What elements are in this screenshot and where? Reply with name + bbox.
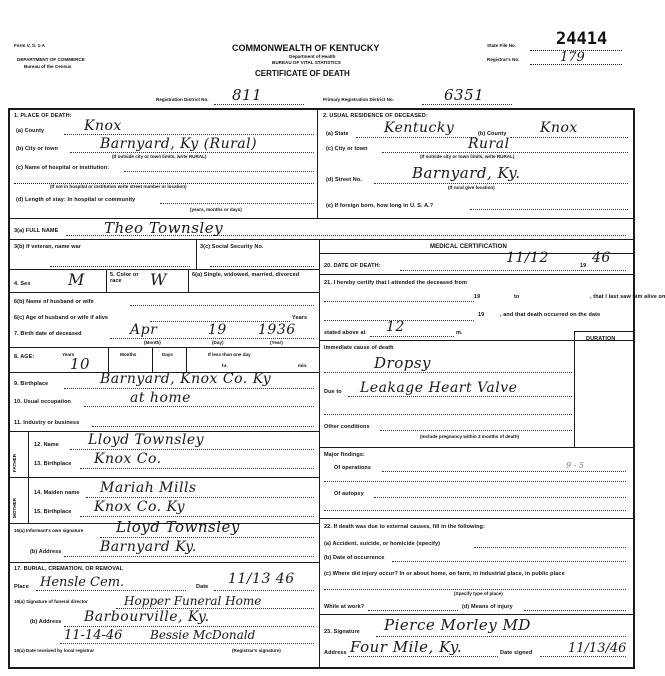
mother-birthplace: Knox Co. Ky	[94, 499, 186, 515]
informant-label: 16(a) Informant's own signature	[14, 528, 84, 533]
due-to-cause: Leakage Heart Valve	[360, 380, 518, 396]
occupation-label: 10. Usual occupation	[14, 399, 72, 405]
burial-heading: 17. BURIAL, CREMATION, OR REMOVAL	[14, 566, 124, 572]
mother-birthplace-label: 15. Birthplace	[34, 509, 72, 515]
stated-above-label: stated above at	[324, 330, 366, 336]
hospital-note: (If not in hospital or institution write street number or location)	[50, 184, 187, 189]
primary-district-label: Primary Registration District No.	[323, 97, 394, 102]
certificate-title: CERTIFICATE OF DEATH	[255, 69, 350, 78]
father-name-label: 12. Name	[34, 442, 59, 448]
registrar-label: Registrar's No.	[487, 57, 520, 62]
industry-label: 11. Industry or business	[14, 420, 80, 426]
immediate-label: Immediate cause of death	[324, 345, 394, 351]
age-label: 8. AGE:	[14, 354, 35, 360]
mother-maiden-label: 14. Maiden name	[34, 490, 80, 496]
registrar-number: 179	[560, 50, 585, 65]
father-birthplace: Knox Co.	[94, 451, 162, 467]
means-label: (d) Means of injury	[462, 604, 513, 610]
burial-date-label: Date	[196, 584, 209, 590]
father-name: Lloyd Townsley	[88, 432, 205, 448]
res-street-label: (d) Street No.	[326, 177, 362, 183]
margin-code: 9 - 5	[566, 461, 584, 470]
month-caption: (Month)	[144, 340, 161, 345]
stay-note: (years, months or days)	[190, 207, 242, 212]
dept-line2: Bureau of the Census	[24, 64, 72, 69]
birthplace-label: 9. Birthplace	[14, 381, 49, 387]
burial-date: 11/13 46	[228, 571, 295, 587]
death-hour: 12	[386, 319, 405, 335]
physician-address: Four Mile, Ky.	[350, 638, 463, 656]
hour-unit: m.	[456, 330, 463, 336]
res-state-label: (a) State	[326, 131, 349, 137]
form-id: Form V. S. 1-A	[14, 43, 45, 48]
residence-heading: 2. USUAL RESIDENCE OF DECEASED:	[323, 113, 428, 119]
father-side-label: FATHER	[12, 453, 17, 472]
dept-health: Department of Health	[289, 54, 336, 59]
death-city-label: (b) City or town	[16, 146, 58, 152]
birth-month: Apr	[130, 322, 158, 338]
date-signed-label: Date signed	[500, 650, 533, 656]
burial-place-label: Place	[14, 584, 29, 590]
mother-maiden-name: Mariah Mills	[100, 480, 197, 496]
res-city: Rural	[468, 136, 510, 152]
physician-address-label: Address	[324, 650, 347, 656]
other-conditions-label: Other conditions	[324, 424, 370, 430]
occurrence-label: (b) Date of occurrence	[324, 555, 385, 561]
burial-address-label: (b) Address	[30, 619, 62, 625]
due-to-label: Due to	[324, 389, 342, 395]
date-signed: 11/13/46	[568, 641, 627, 656]
dept-line1: DEPARTMENT OF COMMERCE	[17, 57, 85, 62]
res-street: Barnyard, Ky.	[412, 164, 521, 182]
age-days-label: Days	[162, 352, 173, 357]
reg-district-value: 811	[232, 86, 263, 104]
immediate-cause: Dropsy	[374, 354, 432, 372]
age-months-label: Months	[120, 352, 137, 357]
marital-label: 6(a) Single, widowed, married, divorced	[192, 272, 300, 278]
place-of-death-heading: 1. PLACE OF DEATH:	[14, 113, 72, 119]
filed-label: 19(a) Date received by local registrar	[14, 648, 95, 653]
color-label: 5. Color or race	[110, 272, 139, 284]
age-years-label: Years	[62, 352, 75, 357]
major-findings-label: Major findings:	[324, 452, 365, 458]
birth-year: 1936	[258, 322, 296, 338]
death-city: Barnyard, Ky (Rural)	[100, 136, 258, 152]
res-city-label: (c) City or town	[326, 146, 368, 152]
state-file-label: State File No.	[487, 43, 517, 48]
death-year: 46	[592, 250, 611, 266]
foreign-label: (e) If foreign born, how long in U. S. A.?	[326, 203, 434, 209]
sex-value: M	[68, 270, 85, 289]
attended-to: to	[514, 294, 520, 300]
res-city-note: (If outside city or town limits, write RURAL)	[420, 154, 515, 159]
attended-label: 21. I hereby certify that I attended the deceased from	[324, 280, 467, 286]
registrar-signature: Bessie McDonald	[150, 628, 256, 642]
pregnancy-note: (Include pregnancy within 3 months of death)	[420, 434, 520, 439]
duration-label: DURATION	[586, 336, 616, 342]
death-date-label: 20. DATE OF DEATH:	[324, 263, 381, 269]
registrar-sig-label: (Registrar's signature)	[232, 648, 281, 653]
ssn-label: 3(c) Social Security No.	[200, 244, 264, 250]
spouse-years-label: Years	[292, 315, 308, 321]
medical-heading: MEDICAL CERTIFICATION	[430, 244, 507, 250]
specify-place-label: (Specify type of place)	[454, 591, 503, 596]
signature-label: 23. Signature	[324, 629, 360, 635]
spouse-age-label: 6(c) Age of husband or wife if alive	[14, 315, 109, 321]
attended-year-a: 19	[474, 294, 481, 300]
day-caption: (Day)	[212, 340, 224, 345]
hospital-label: (c) Name of hospital or institution:	[16, 165, 110, 171]
director-signature: Hopper Funeral Home	[124, 594, 262, 608]
age-years: 10	[70, 355, 91, 373]
last-saw-label: , that I last saw him alive on	[590, 294, 665, 300]
where-label: (c) Where did injury occur? In or about home, on farm, in industrial place, in public place	[324, 571, 565, 577]
death-year-prefix: 19	[580, 263, 587, 269]
death-date: 11/12	[506, 250, 549, 266]
reg-district-label: Registration District No.	[156, 97, 209, 102]
full-name-label: 3(a) FULL NAME	[14, 228, 59, 234]
death-city-note: (If outside city or town limits, write RURAL)	[112, 154, 207, 159]
father-birthplace-label: 13. Birthplace	[34, 461, 72, 467]
birthplace: Barnyard, Knox Co. Ky	[100, 371, 272, 387]
state-title: COMMONWEALTH OF KENTUCKY	[232, 43, 380, 53]
occupation: at home	[130, 390, 191, 406]
full-name: Theo Townsley	[104, 219, 224, 237]
attended-year-b: 19	[478, 312, 485, 318]
physician-signature: Pierce Morley MD	[384, 616, 531, 634]
state-file-number: 24414	[556, 29, 608, 49]
primary-district-value: 6351	[444, 86, 485, 104]
birth-label: 7. Birth date of deceased	[14, 331, 82, 337]
operations-label: Of operations	[334, 465, 372, 471]
stay-label: (d) Length of stay: In hospital or community	[16, 197, 136, 203]
res-county-label: (b) County	[478, 131, 507, 137]
color-value: W	[150, 270, 167, 289]
informant-address-label: (b) Address	[30, 549, 62, 555]
burial-place: Hensle Cem.	[40, 575, 125, 590]
work-label: While at work?	[324, 604, 365, 610]
res-street-note: (If rural give location)	[448, 185, 495, 190]
informant-signature: Lloyd Townsley	[116, 518, 240, 536]
external-causes-heading: 22. If death was due to external causes, fill in the following:	[324, 524, 485, 530]
filed-date: 11-14-46	[64, 628, 123, 643]
informant-address: Barnyard Ky.	[100, 539, 197, 555]
veteran-label: 3(b) If veteran, name war	[14, 244, 81, 250]
sex-label: 4. Sex	[14, 281, 31, 287]
death-county-label: (a) County	[16, 128, 45, 134]
bureau-name: BUREAU OF VITAL STATISTICS	[272, 60, 341, 65]
spouse-label: 6(b) Name of husband or wife	[14, 299, 94, 305]
hr-label: hr.	[222, 363, 228, 368]
year-caption: (Year)	[270, 340, 283, 345]
burial-address: Barbourville, Ky.	[84, 609, 210, 625]
res-state: Kentucky	[384, 120, 455, 136]
director-label: 18(a) Signature of funeral director	[14, 599, 88, 604]
death-occurred-label: , and that death occurred on the date	[500, 312, 601, 318]
accident-label: (a) Accident, suicide, or homicide (specify)	[324, 541, 441, 547]
res-county: Knox	[540, 120, 578, 136]
death-county: Knox	[84, 118, 122, 134]
mother-side-label: MOTHER	[12, 498, 17, 518]
min-label: min.	[298, 363, 308, 368]
autopsy-label: Of autopsy	[334, 491, 364, 497]
birth-day: 19	[208, 322, 227, 338]
less-day-label: If less than one day	[208, 352, 251, 357]
